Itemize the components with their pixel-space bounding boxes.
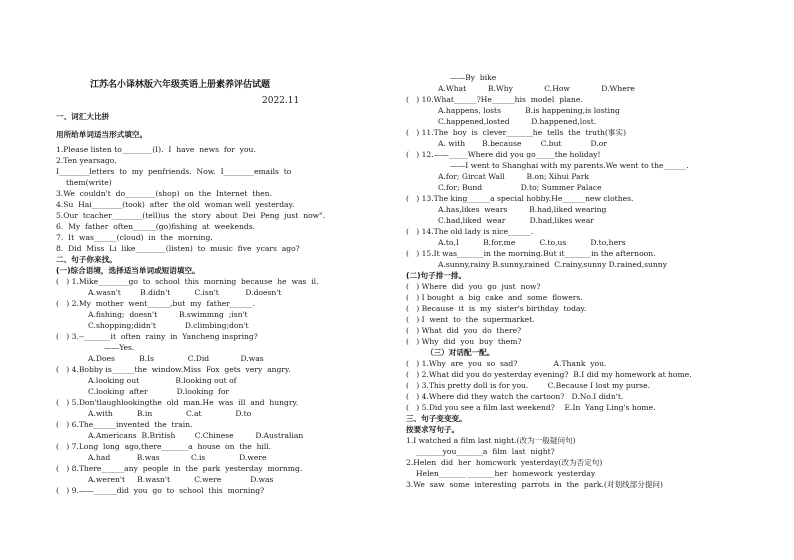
text-line: A.had B.was C.is D.were bbox=[88, 453, 267, 462]
text-line: 三、句子变变变。 bbox=[406, 414, 467, 423]
text-line: ( ) Where did you go just now? bbox=[406, 282, 541, 291]
text-line: C.for; Bund D.to; Summer Palace bbox=[438, 183, 602, 192]
text-line: ( ) Why did you buy them? bbox=[406, 337, 522, 346]
text-line: 4.Su Hai________(took) after the old woman well yesterday. bbox=[56, 200, 295, 209]
text-line: 7. It was______(cloud) in the morning. bbox=[56, 233, 213, 242]
text-line: 5.Our tcacher________(tell)us the story about Dei Peng just now". bbox=[56, 211, 326, 220]
text-line: A.for; Gircat Wall B.on; Xihui Park bbox=[438, 172, 589, 181]
text-line: ( ) 3.--_______it often rainy in Yancheng inspring? bbox=[56, 332, 258, 341]
text-line: 2.Helen did her homcwork yesterday(改为否定句) bbox=[406, 458, 603, 467]
text-line: A.looking out B.looking out of bbox=[88, 376, 237, 385]
text-line: Helen_______ _______her homework yesterday bbox=[416, 469, 596, 478]
text-line: ( ) 7.Long long ago,there_______a house on the hill. bbox=[56, 442, 272, 451]
text-line: ——By bike bbox=[450, 73, 497, 82]
text-line: ( ) I went to the supermarket. bbox=[406, 315, 535, 324]
text-line: ( ) 2.What did you do yesterday evening? B.I did my homework at home. bbox=[406, 370, 692, 379]
text-line: _______you_______a film last night? bbox=[416, 447, 555, 456]
text-line: A.Americans B.British C.Chinese D.Australian bbox=[88, 431, 304, 440]
text-line: ——Yes. bbox=[104, 343, 135, 352]
text-line: ( ) What did you do there? bbox=[406, 326, 522, 335]
text-line: ( ) 1.Mike________go to school this morning because he was il. bbox=[56, 277, 319, 286]
text-line: 二、句子你来找。 bbox=[56, 255, 117, 264]
text-line: (一)综合语境，选择适当单词或短语填空。 bbox=[56, 266, 200, 275]
text-line: 1.Please listen to________(I). I have news for you. bbox=[56, 145, 256, 154]
text-line: ( ) 4.Where did they watch the cartoon? D.No.I didn't. bbox=[406, 392, 624, 401]
text-line: ( ) 15.It was_______in the morning.But it_______in the afternoon. bbox=[406, 249, 656, 258]
text-line: A. with B.because C.but D.or bbox=[438, 139, 607, 148]
text-line: 8. Did Miss Li like________(listen) to music five ycars ago? bbox=[56, 244, 300, 253]
text-line: 3.We saw some interesting parrots in the park.(对划线部分提问) bbox=[406, 480, 663, 489]
text-line: ( ) 3.This pretty doll is for you. C.Because I lost my purse. bbox=[406, 381, 651, 390]
text-line: 2.Ten yearsago, bbox=[56, 156, 117, 165]
text-line: ——I went to Shanghai with my parents.We went to the______. bbox=[450, 161, 689, 170]
exam-date: 2022.11 bbox=[262, 96, 300, 106]
text-line: them(write) bbox=[66, 178, 112, 187]
text-line: C.had,liked wear D.had,likes wear bbox=[438, 216, 594, 225]
text-line: ( ) 6.The______invented the train. bbox=[56, 420, 193, 429]
text-line: 用所给单词适当形式填空。 bbox=[56, 130, 148, 139]
text-line: ( ) 11.The boy is clever_______he tells the truth(事实) bbox=[406, 128, 627, 137]
text-line: ( ) 2.My mother went______,but my father______. bbox=[56, 299, 256, 308]
text-line: A.to,I B.for,me C.to,us D.to,hers bbox=[438, 238, 626, 247]
text-line: A.weren't B.wasn't C.were D.was bbox=[88, 475, 274, 484]
text-line: A.wasn't B.didn't C.isn't D.doesn't bbox=[88, 288, 282, 297]
text-line: ( ) 5.Don'tlaughlookingthe old man.He was ill and hungry. bbox=[56, 398, 299, 407]
text-line: A.has,likes wears B.had,liked wearing bbox=[438, 205, 607, 214]
text-line: ( ) 1.Why are you so sad? A.Thank you. bbox=[406, 359, 607, 368]
text-line: A.fishing; doesn't B.swimmng ;isn't bbox=[88, 310, 248, 319]
text-line: A.sunny,rainy B.sunny,rained C.rainy,sunny D.rained,sunny bbox=[438, 260, 667, 269]
text-line: 6. My father often______(go)fishing at weekends. bbox=[56, 222, 256, 231]
text-line: (二)句子排一排。 bbox=[406, 271, 467, 280]
text-line: ( ) Because it is my sister's birthday today. bbox=[406, 304, 587, 313]
text-line: C.looking after D.looking for bbox=[88, 387, 230, 396]
text-line: 按要求写句子。 bbox=[406, 425, 460, 434]
text-line: （三）对话配一配。 bbox=[426, 348, 495, 357]
text-line: ( ) 13.The king______a special hobby.He______new clothes. bbox=[406, 194, 634, 203]
text-line: ( ) 5.Did you see a film last weekend? E.In Yang Ling's home. bbox=[406, 403, 656, 412]
text-line: A.with B.in C.at D.to bbox=[88, 409, 252, 418]
text-line: C.happened,losted D.happened,lost. bbox=[438, 117, 597, 126]
text-line: ( ) 12.——_____Where did you go_____the holiday! bbox=[406, 150, 601, 159]
text-line: ( ) 8.There______any people in the park yesterday mornmg. bbox=[56, 464, 303, 473]
text-line: ( ) I bought a big cake and some flowers. bbox=[406, 293, 583, 302]
text-line: ( ) 14.The old lady is nice______. bbox=[406, 227, 534, 236]
text-line: I________letters to my penfriends. Now. I________emails to bbox=[56, 167, 292, 176]
text-line: A.What B.Why C.How D.Where bbox=[438, 84, 635, 93]
text-line: 一、词汇大比拼 bbox=[56, 112, 110, 121]
text-line: 1.I watched a film last night.(改为一般疑问句) bbox=[406, 436, 576, 445]
text-line: ( ) 4.Bobby is______the window.Miss Fox gets very angry. bbox=[56, 365, 291, 374]
text-line: C.shopping;didn't D.climbing;don't bbox=[88, 321, 249, 330]
text-line: ( ) 9.——______did you go to school this morning? bbox=[56, 486, 265, 495]
text-line: ( ) 10.What______?He______his model plane. bbox=[406, 95, 583, 104]
text-line: 3.We couldn't do________(shop) on the Internet then. bbox=[56, 189, 273, 198]
text-line: A.Does B.Is C.Did D.was bbox=[88, 354, 264, 363]
text-line: A.happens, losts B.is happening,is losting bbox=[438, 106, 620, 115]
exam-title: 江苏名小译林版六年级英语上册素养评估试题 bbox=[90, 80, 271, 90]
